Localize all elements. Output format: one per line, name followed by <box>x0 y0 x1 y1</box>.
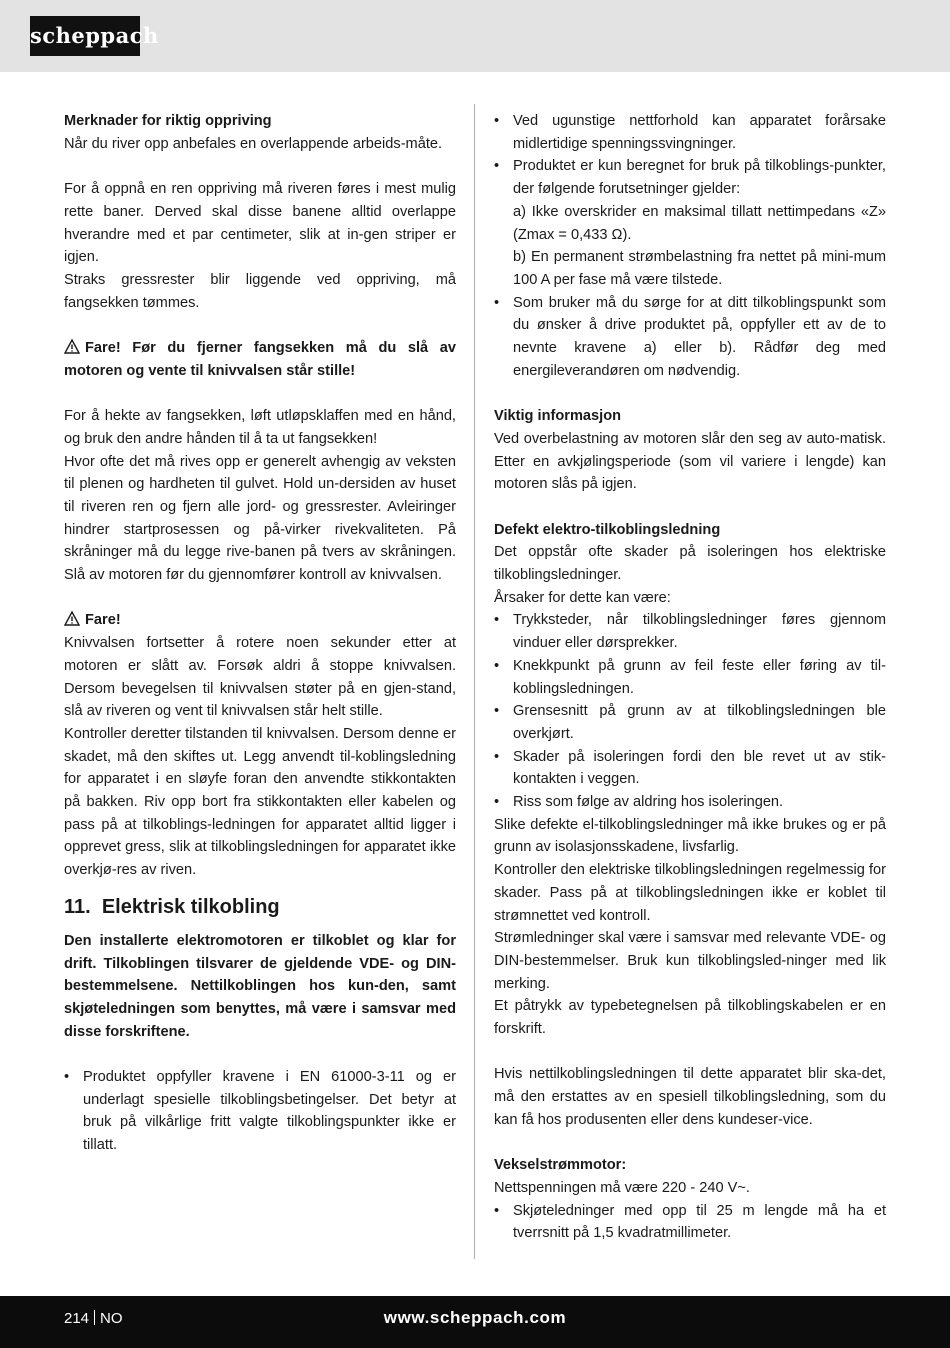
paragraph: For å hekte av fangsekken, løft utløpsklaffen med en hånd, og bruk den andre hånden til å ta ut fangsekken! <box>64 408 456 447</box>
paragraph: Straks gressrester blir liggende ved oppriving, må fangsekken tømmes. <box>64 271 456 311</box>
footer-bar <box>0 1296 950 1348</box>
paragraph: Knivvalsen fortsetter å rotere noen sekunder etter at motoren er slått av. Forsøk aldri å stoppe knivvalsen. Dersom bevegelsen til knivvalsen støter på en gjen-stand, slå av riveren og vent til knivvalsen står helt stille. <box>64 635 456 720</box>
list-item: • Ved ugunstige nettforhold kan apparatet forårsake midlertidige spenningssvingninger. <box>494 110 886 155</box>
paragraph: Kontroller den elektriske tilkoblingsledningen regelmessig for skader. Pass på at tilkoblingsledningen ikke er koblet til strømnettet ved kontroll. <box>494 862 886 924</box>
list-item: • Knekkpunkt på grunn av feil feste eller føring av til-koblingsledningen. <box>494 655 886 700</box>
heading-defective-cable: Defekt elektro-tilkoblingsledning <box>494 521 721 538</box>
section-heading <box>64 894 456 920</box>
causes-list <box>494 609 886 813</box>
warning-heading <box>64 609 456 632</box>
list-item: • Som bruker må du sørge for at ditt tilkoblingspunkt som du ønsker å drive produktet på, oppfyller ett av de to nevnte kravene a) eller b). Rådfør deg med energileverandøren om nødvendig. <box>494 292 886 383</box>
left-column <box>64 110 456 1157</box>
paragraph: Nettspenningen må være 220 - 240 V~. <box>494 1179 750 1196</box>
paragraph: Når du river opp anbefales en overlappende arbeids-måte. <box>64 135 443 152</box>
paragraph: Årsaker for dette kan være: <box>494 589 671 606</box>
paragraph: Ved overbelastning av motoren slår den seg av auto-matisk. Etter en avkjølingsperiode (som vil variere i lengde) kan motoren slås på igjen. <box>494 430 886 493</box>
bullet-list <box>494 110 886 382</box>
paragraph: Det oppstår ofte skader på isoleringen hos elektriske tilkoblingsledninger. <box>494 544 886 584</box>
list-item-subpoint: a) Ikke overskrider en maksimal tillatt nettimpedans «Z» (Zmax = 0,433 Ω). <box>513 203 886 243</box>
warning-triangle-icon <box>64 611 81 626</box>
right-column <box>494 110 886 1245</box>
paragraph: For å oppnå en ren oppriving må riveren føres i mest mulig rette baner. Derved skal disse banene alltid overlappe hverandre med et par centimeter, slik at in-gen striper er igjen. <box>64 181 456 266</box>
language-code: NO <box>100 1310 123 1327</box>
paragraph: Hvis nettilkoblingsledningen til dette apparatet blir ska-det, må den erstattes av en spesiell tilkoblingsledning, som du kan få hos produsenten eller dens kundeser-vice. <box>494 1066 886 1128</box>
list-item-subpoint: b) En permanent strømbelastning fra nettet på mini-mum 100 A per fase må være tilstede. <box>513 249 886 288</box>
list-item: • Produktet oppfyller kravene i EN 61000-3-11 og er underlagt spesielle tilkoblingsbetingelser. Det betyr at bruk på vilkårlige fritt valgte tilkoblingspunkter ikke er tillatt. <box>64 1066 456 1157</box>
heading-important-info: Viktig informasjon <box>494 408 622 425</box>
paragraph: Et påtrykk av typebetegnelsen på tilkoblingskabelen er en forskrift. <box>494 998 886 1038</box>
warning-triangle-icon <box>64 339 81 354</box>
bullet-list <box>64 1066 456 1157</box>
list-item: • Trykksteder, når tilkoblingsledninger føres gjennom vinduer eller dørsprekker. <box>494 609 886 654</box>
list-item-text: • Produktet er kun beregnet for bruk på tilkoblings-punkter, der følgende forutsetninger gjelder: <box>513 158 886 198</box>
heading-raking-notes: Merknader for riktig oppriving <box>64 113 272 129</box>
page-number: 214 <box>64 1310 90 1327</box>
paragraph: Kontroller deretter tilstanden til knivvalsen. Dersom denne er skadet, må den skiftes ut. Legg anvendt til-koblingsledning for apparatet i en sløyfe foran den anvendte stikkontakten på bakken. Riv opp bort fra stikkontakten eller kabelen og pass på at tilkoblings-ledningen for apparatet alltid ligger i opprevet gress, slik at tilkoblingsledningen for apparatet ikke overkjø-res av riven. <box>64 725 456 879</box>
paragraph: Hvor ofte det må rives opp er generelt avhengig av veksten til plenen og hardheten til gulvet. Hold un-dersiden av huset til riveren ren og fjern alle jord- og gressrester. Avleiringer hindrer startprosessen og på-virker rivekvaliteten. På skråninger må du legge rive-banen på tvers av skråningen. Slå av motoren før du gjennomfører kontroll av knivvalsen. <box>64 453 456 584</box>
warning-paragraph <box>64 337 456 382</box>
brand-logo: scheppach <box>30 16 140 56</box>
bold-paragraph: Den installerte elektromotoren er tilkoblet og klar for drift. Tilkoblingen tilsvarer de gjeldende VDE- og DIN-bestemmelsene. Nettilkoblingen hos kun-den, samt skjøteledningen som benyttes, må være i samsvar med disse forskriftene. <box>64 932 456 1040</box>
website-link[interactable]: www.scheppach.com <box>383 1308 567 1327</box>
list-item <box>494 155 886 291</box>
heading-ac-motor: Vekselstrømmotor: <box>494 1157 627 1174</box>
list-item: • Grensesnitt på grunn av at tilkoblingsledningen ble overkjørt. <box>494 700 886 745</box>
list-item: • Riss som følge av aldring hos isoleringen. <box>494 791 886 814</box>
section-number: 11. <box>64 895 91 918</box>
paragraph: Slike defekte el-tilkoblingsledninger må ikke brukes og er på grunn av isolasjonsskadene, livsfarlig. <box>494 816 886 856</box>
list-item: • Skjøteledninger med opp til 25 m lengde må ha et tverrsnitt på 1,5 kvadratmillimeter. <box>494 1200 886 1245</box>
paragraph: Strømledninger skal være i samsvar med relevante VDE- og DIN-bestemmelser. Bruk kun tilkoblingsled-ninger med lik merking. <box>494 930 886 992</box>
warning-text: Fare! <box>85 612 121 629</box>
column-divider <box>474 104 475 1259</box>
list-item: • Skader på isoleringen fordi den ble revet ut av stik-kontakten i veggen. <box>494 746 886 791</box>
warning-text: Fare! Før du fjerner fangsekken må du slå av motoren og vente til knivvalsen står stille! <box>64 340 456 379</box>
section-title: Elektrisk tilkobling <box>101 895 280 918</box>
bullet-list <box>494 1200 886 1245</box>
header-bar <box>0 0 950 72</box>
